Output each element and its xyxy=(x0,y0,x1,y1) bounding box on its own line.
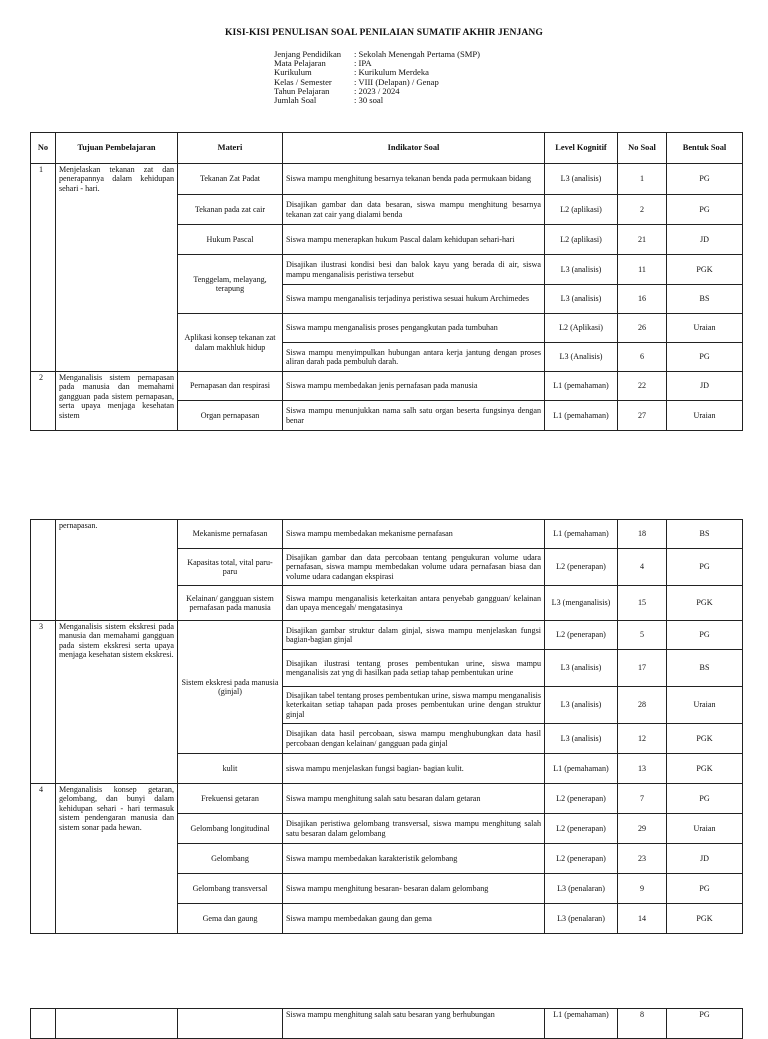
cell-materi: Gelombang xyxy=(178,844,283,874)
cell-materi: kulit xyxy=(178,754,283,784)
cell-indikator: Disajikan gambar dan data besaran, siswa mampu menghitung besarnya tekanan zat cair yang dialami benda xyxy=(283,195,545,225)
cell-materi: Kapasitas total, vital paru-paru xyxy=(178,549,283,586)
cell-no-soal: 12 xyxy=(618,724,667,754)
cell-indikator: Siswa mampu menganalisis keterkaitan antara penyebab gangguan/ kelainan dan upaya mencegah/ mengatasinya xyxy=(283,586,545,621)
cell-no-soal: 4 xyxy=(618,549,667,586)
table-row xyxy=(31,621,743,650)
header-materi: Materi xyxy=(178,133,283,164)
cell-materi: Gelombang transversal xyxy=(178,874,283,904)
cell-materi: Tenggelam, melayang, terapung xyxy=(178,255,283,314)
cell-bentuk: PGK xyxy=(667,255,743,285)
cell-level: L3 (Analisis) xyxy=(545,343,618,372)
cell-bentuk: PG xyxy=(667,164,743,195)
cell-level: L3 (menganalisis) xyxy=(545,586,618,621)
cell-indikator: Disajikan ilustrasi kondisi besi dan balok kayu yang berada di air, siswa mampu menganalisis peristiwa tersebut xyxy=(283,255,545,285)
cell-bentuk: Uraian xyxy=(667,687,743,724)
cell-indikator: Siswa mampu menghitung besarnya tekanan benda pada permukaan bidang xyxy=(283,164,545,195)
cell-level: L2 (aplikasi) xyxy=(545,195,618,225)
cell-no-soal: 21 xyxy=(618,225,667,255)
cell-no-soal: 22 xyxy=(618,372,667,401)
cell-level: L3 (analisis) xyxy=(545,285,618,314)
cell-no-soal: 13 xyxy=(618,754,667,784)
cell-materi: Gema dan gaung xyxy=(178,904,283,934)
cell-indikator: Siswa mampu membedakan gaung dan gema xyxy=(283,904,545,934)
cell-materi: Sistem ekskresi pada manusia (ginjal) xyxy=(178,621,283,754)
cell-level: L3 (analisis) xyxy=(545,650,618,687)
header-level: Level Kognitif xyxy=(545,133,618,164)
cell-no-soal: 9 xyxy=(618,874,667,904)
cell-no xyxy=(31,520,56,621)
cell-bentuk: BS xyxy=(667,520,743,549)
cell-bentuk: JD xyxy=(667,225,743,255)
cell-no-soal: 18 xyxy=(618,520,667,549)
cell-no: 1 xyxy=(31,164,56,372)
cell-tujuan: Menganalisis sistem ekskresi pada manusia dan memahami gangguan pada sistem ekskresi serta upaya menjaga kesehatan sistem ekskresi. xyxy=(56,621,178,784)
cell-bentuk: Uraian xyxy=(667,814,743,844)
cell-no: 4 xyxy=(31,784,56,934)
header-bentuk: Bentuk Soal xyxy=(667,133,743,164)
cell-no-soal: 16 xyxy=(618,285,667,314)
meta-value: : Sekolah Menengah Pertama (SMP) xyxy=(354,49,481,59)
cell-indikator: Disajikan gambar dan data percobaan tentang pengukuran volume udara pernafasan, siswa mampu membedakan volume udara pernafasan biasa dan volume udara cadangan ekspirasi xyxy=(283,549,545,586)
meta-label: Jenjang Pendidikan xyxy=(274,49,342,59)
cell-level: L3 (analisis) xyxy=(545,687,618,724)
meta-label: Tahun Pelajaran xyxy=(274,85,330,96)
cell-level: L1 (pemahaman) xyxy=(545,372,618,401)
cell-level: L3 (analisis) xyxy=(545,724,618,754)
cell-tujuan: pernapasan. xyxy=(56,520,178,621)
cell-tujuan: Menjelaskan tekanan zat dan penerapannya dalam kehidupan sehari - hari. xyxy=(56,164,178,372)
meta-label: Jumlah Soal xyxy=(274,95,317,106)
cell-indikator: Siswa mampu membedakan mekanisme pernafasan xyxy=(283,520,545,549)
meta-row xyxy=(274,96,480,105)
cell-bentuk: JD xyxy=(667,844,743,874)
cell-bentuk: Uraian xyxy=(667,314,743,343)
cell-materi: Tekanan pada zat cair xyxy=(178,195,283,225)
cell-indikator: Siswa mampu membedakan karakteristik gelombang xyxy=(283,844,545,874)
cell-level: L3 (penalaran) xyxy=(545,874,618,904)
cell-no-soal: 14 xyxy=(618,904,667,934)
cell-bentuk: PGK xyxy=(667,754,743,784)
cell-indikator: Siswa mampu menerapkan hukum Pascal dalam kehidupan sehari-hari xyxy=(283,225,545,255)
cell-indikator: Siswa mampu menghitung salah satu besaran dalam getaran xyxy=(283,784,545,814)
meta-label: Mata Pelajaran xyxy=(274,58,326,69)
cell-no-soal: 26 xyxy=(618,314,667,343)
cell-bentuk: PG xyxy=(667,874,743,904)
cell-level: L1 (pemahaman) xyxy=(545,520,618,549)
cell-bentuk: PGK xyxy=(667,904,743,934)
cell-indikator: Disajikan ilustrasi tentang proses pembentukan urine, siswa mampu menganalisis zat yng di hasilkan pada setiap tahap pembentukan urine xyxy=(283,650,545,687)
cell-no-soal: 29 xyxy=(618,814,667,844)
cell-no-soal: 11 xyxy=(618,255,667,285)
cell-level: L2 (penerapan) xyxy=(545,844,618,874)
cell-no-soal: 8 xyxy=(618,1009,667,1039)
meta-value: : IPA xyxy=(354,58,372,69)
cell-bentuk: PG xyxy=(667,1009,743,1039)
cell-materi: Kelainan/ gangguan sistem pernafasan pada manusia xyxy=(178,586,283,621)
cell-no-soal: 6 xyxy=(618,343,667,372)
cell-tujuan: Menganalisis konsep getaran, gelombang, dan bunyi dalam kehidupan sehari - hari termasuk sistem pendengaran manusia dan sistem sonar pada hewan. xyxy=(56,784,178,934)
cell-no-soal: 27 xyxy=(618,401,667,431)
cell-no-soal: 7 xyxy=(618,784,667,814)
meta-value: : 30 soal xyxy=(354,95,384,106)
cell-indikator: Disajikan tabel tentang proses pembentukan urine, siswa mampu menganalisis keterkaitan setiap tahapan pada proses pembentukan urine dengan struktur ginjal xyxy=(283,687,545,724)
cell-bentuk: BS xyxy=(667,650,743,687)
cell-indikator: Siswa mampu menganalisis terjadinya peristiwa sesuai hukum Archimedes xyxy=(283,285,545,314)
cell-indikator: Siswa mampu menunjukkan nama salh satu organ beserta fungsinya dengan benar xyxy=(283,401,545,431)
cell-bentuk: PG xyxy=(667,343,743,372)
cell-level: L3 (analisis) xyxy=(545,255,618,285)
header-no: No xyxy=(31,133,56,164)
cell-materi: Aplikasi konsep tekanan zat dalam makhluk hidup xyxy=(178,314,283,372)
cell-materi: Hukum Pascal xyxy=(178,225,283,255)
cell-level: L3 (analisis) xyxy=(545,164,618,195)
cell-no-soal: 1 xyxy=(618,164,667,195)
cell-materi: Organ pernapasan xyxy=(178,401,283,431)
kisi-table-page-1 xyxy=(30,132,743,431)
cell-level: L2 (penerapan) xyxy=(545,784,618,814)
table-row xyxy=(31,520,743,549)
cell-level: L2 (penerapan) xyxy=(545,549,618,586)
cell-no-soal: 17 xyxy=(618,650,667,687)
header-no-soal: No Soal xyxy=(618,133,667,164)
cell-materi: Mekanisme pernafasan xyxy=(178,520,283,549)
table-row xyxy=(31,164,743,195)
cell-no-soal: 2 xyxy=(618,195,667,225)
cell-level: L3 (penalaran) xyxy=(545,904,618,934)
cell-no-soal: 15 xyxy=(618,586,667,621)
header-indikator: Indikator Soal xyxy=(283,133,545,164)
cell-tujuan: Menganalisis sistem pernapasan pada manusia dan memahami gangguan pada sistem pernapasan, serta upaya menjaga kesehatan sistem xyxy=(56,372,178,431)
table-row xyxy=(31,372,743,401)
cell-level: L1 (pemahaman) xyxy=(545,401,618,431)
cell-bentuk: BS xyxy=(667,285,743,314)
cell-bentuk: JD xyxy=(667,372,743,401)
cell-indikator: Siswa mampu membedakan jenis pernafasan pada manusia xyxy=(283,372,545,401)
cell-no-soal: 28 xyxy=(618,687,667,724)
cell-indikator: siswa mampu menjelaskan fungsi bagian- bagian kulit. xyxy=(283,754,545,784)
meta-label: Kelas / Semester xyxy=(274,76,332,87)
meta-label: Kurikulum xyxy=(274,67,312,78)
cell-no-soal: 5 xyxy=(618,621,667,650)
cell-bentuk: PG xyxy=(667,195,743,225)
cell-level: L1 (pemahaman) xyxy=(545,754,618,784)
cell-no: 2 xyxy=(31,372,56,431)
cell-indikator: Disajikan gambar struktur dalam ginjal, siswa mampu menjelaskan fungsi bagian-bagian ginjal xyxy=(283,621,545,650)
cell-indikator: Siswa mampu menyimpulkan hubungan antara kerja jantung dengan proses aliran darah pada pembuluh darah. xyxy=(283,343,545,372)
cell-indikator: Disajikan data hasil percobaan, siswa mampu menghubungkan data hasil percobaan dengan kelainan/ gangguan pada ginjal xyxy=(283,724,545,754)
cell-indikator: Disajikan peristiwa gelombang transversal, siswa mampu menghitung salah satu besaran dalam gelombang xyxy=(283,814,545,844)
cell-bentuk: Uraian xyxy=(667,401,743,431)
cell-bentuk: PG xyxy=(667,784,743,814)
cell-materi: Tekanan Zat Padat xyxy=(178,164,283,195)
table-row xyxy=(31,784,743,814)
cell-bentuk: PG xyxy=(667,621,743,650)
meta-value: : 2023 / 2024 xyxy=(354,85,400,96)
table-header-row xyxy=(31,133,743,164)
cell-indikator: Siswa mampu menganalisis proses pengangkutan pada tumbuhan xyxy=(283,314,545,343)
document-meta xyxy=(274,50,480,105)
cell-bentuk: PGK xyxy=(667,724,743,754)
meta-value: : Kurikulum Merdeka xyxy=(354,67,429,78)
cell-level: L2 (Aplikasi) xyxy=(545,314,618,343)
cell-bentuk: PGK xyxy=(667,586,743,621)
meta-value: : VIII (Delapan) / Genap xyxy=(354,76,439,87)
cell-indikator: Siswa mampu menghitung salah satu besaran yang berhubungan xyxy=(283,1009,545,1039)
cell-indikator: Siswa mampu menghitung besaran- besaran dalam gelombang xyxy=(283,874,545,904)
cell-materi: Pernapasan dan respirasi xyxy=(178,372,283,401)
cell-materi: Gelombang longitudinal xyxy=(178,814,283,844)
cell-no: 3 xyxy=(31,621,56,784)
cell-materi: Frekuensi getaran xyxy=(178,784,283,814)
cell-level: L2 (aplikasi) xyxy=(545,225,618,255)
cell-level: L1 (pemahaman) xyxy=(545,1009,618,1039)
header-tujuan: Tujuan Pembelajaran xyxy=(56,133,178,164)
cell-level: L2 (penerapan) xyxy=(545,814,618,844)
kisi-table-page-2 xyxy=(30,519,743,934)
cell-no-soal: 23 xyxy=(618,844,667,874)
cell-level: L2 (penerapan) xyxy=(545,621,618,650)
document-title: KISI-KISI PENULISAN SOAL PENILAIAN SUMATIF AKHIR JENJANG xyxy=(225,27,543,38)
cell-bentuk: PG xyxy=(667,549,743,586)
